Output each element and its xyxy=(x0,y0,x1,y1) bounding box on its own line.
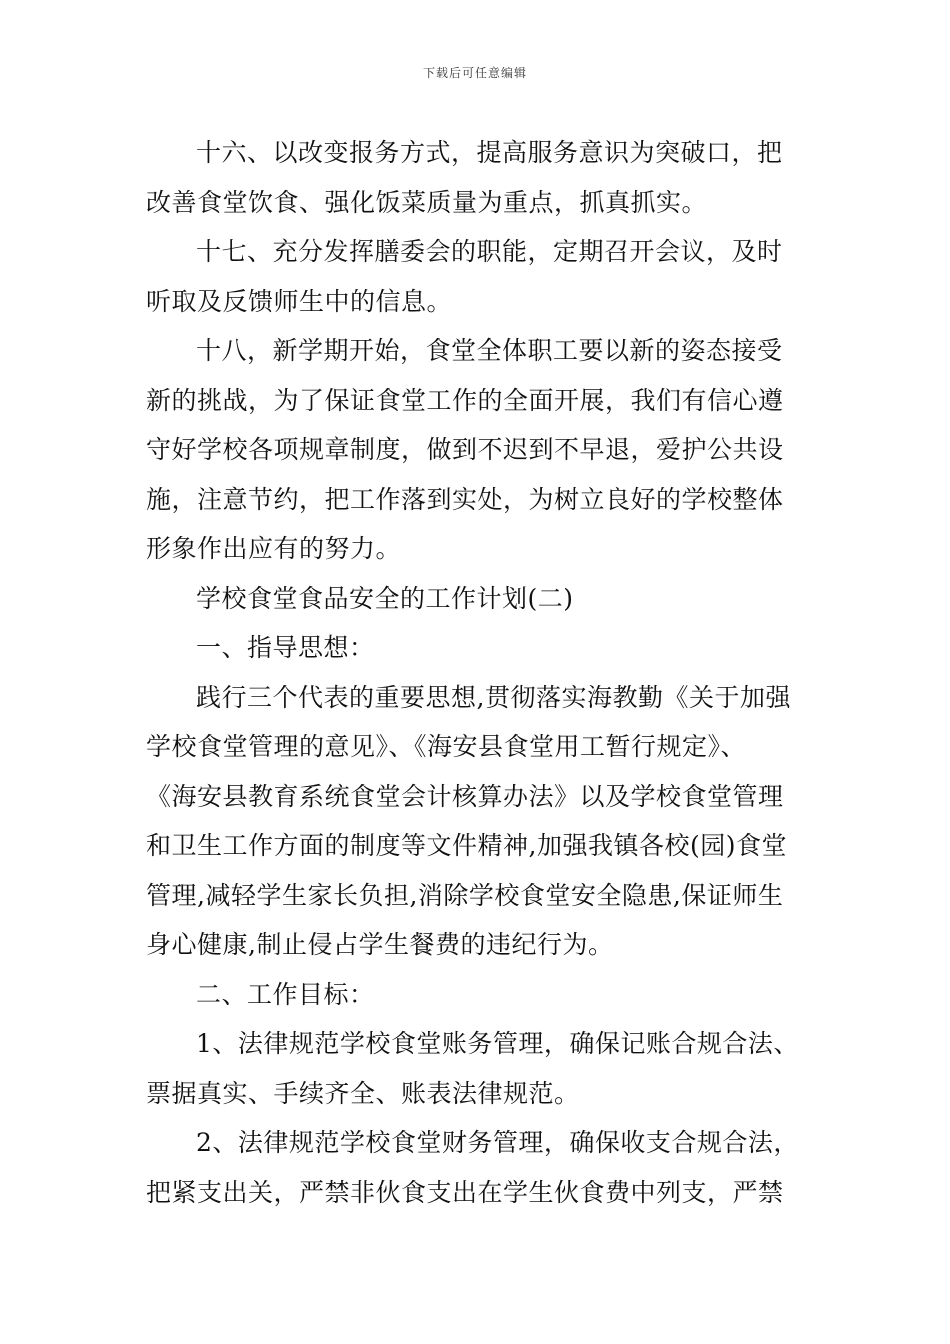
text-line: 十八，新学期开始，食堂全体职工要以新的姿态接受 xyxy=(196,336,783,365)
text-line: 身心健康,制止侵占学生餐费的违纪行为。 xyxy=(146,930,614,959)
text-line: 十六、以改变报务方式，提高服务意识为突破口，把 xyxy=(196,138,783,167)
text-line: 把紧支出关，严禁非伙食支出在学生伙食费中列支，严禁 xyxy=(146,1177,784,1207)
header-note: 下载后可任意编辑 xyxy=(422,66,527,80)
text-line: 管理,减轻学生家长负担,消除学校食堂安全隐患,保证师生 xyxy=(146,880,784,910)
text-line: 听取及反馈师生中的信息。 xyxy=(146,286,453,316)
text-line: 和卫生工作方面的制度等文件精神,加强我镇各校(园)食堂 xyxy=(146,831,787,860)
text-line: 形象作出应有的努力。 xyxy=(146,534,402,563)
body-text xyxy=(146,128,806,1217)
text-line: 新的挑战，为了保证食堂工作的全面开展，我们有信心遵 xyxy=(146,385,784,415)
text-line: 施，注意节约，把工作落到实处，为树立良好的学校整体 xyxy=(146,484,784,514)
text-line: 票据真实、手续齐全、账表法律规范。 xyxy=(146,1078,580,1108)
text-line: 2、法律规范学校食堂财务管理，确保收支合规合法， xyxy=(196,1128,799,1157)
text-line: 践行三个代表的重要思想,贯彻落实海教勤《关于加强 xyxy=(196,682,791,712)
section-heading: 一、指导思想： xyxy=(196,633,375,662)
section-title: 学校食堂食品安全的工作计划(二) xyxy=(196,583,574,613)
text-line: 学校食堂管理的意见》、《海安县食堂用工暂行规定》、 xyxy=(146,732,747,761)
text-line: 十七、充分发挥膳委会的职能，定期召开会议，及时 xyxy=(196,237,783,266)
section-heading: 二、工作目标： xyxy=(196,979,375,1009)
text-line: 1、法律规范学校食堂账务管理，确保记账合规合法、 xyxy=(196,1029,799,1058)
text-line: 改善食堂饮食、强化饭菜质量为重点，抓真抓实。 xyxy=(146,187,708,217)
text-line: 《海安县教育系统食堂会计核算办法》以及学校食堂管理 xyxy=(146,781,784,811)
text-line: 守好学校各项规章制度，做到不迟到不早退，爱护公共设 xyxy=(146,435,784,464)
